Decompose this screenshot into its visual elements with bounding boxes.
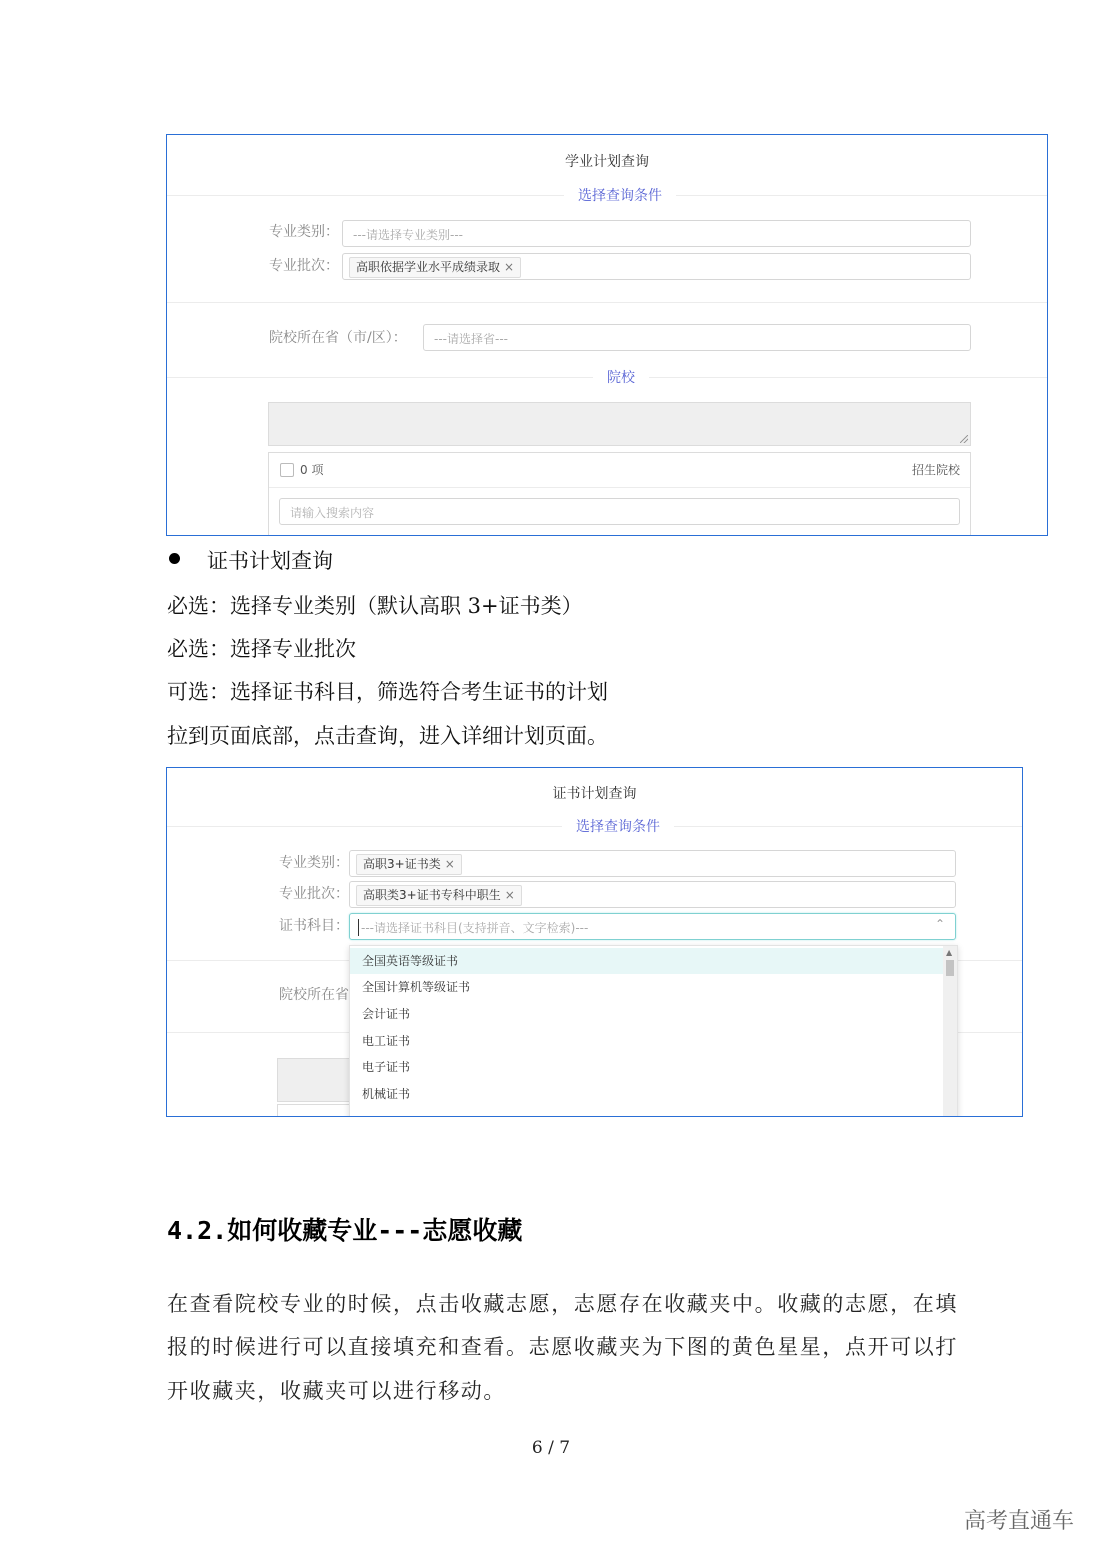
watermark: 高考直通车 <box>963 1509 1074 1534</box>
category-tag <box>356 854 462 875</box>
batch-tag <box>349 257 521 278</box>
category-placeholder: ---请选择专业类别--- <box>353 228 463 242</box>
divider <box>167 302 1047 303</box>
subject-option[interactable]: 电子证书 <box>362 1060 411 1074</box>
province-select[interactable] <box>423 324 971 351</box>
body-paragraph-line: 报的时候进行可以直接填充和查看。志愿收藏夹为下图的黄色星星，点开可以打 <box>167 1335 958 1359</box>
bullet-dot-icon <box>169 553 180 564</box>
school-search-input[interactable] <box>279 498 960 525</box>
conditions-legend: 选择查询条件 <box>562 816 674 836</box>
batch-select[interactable] <box>342 253 971 280</box>
conditions-legend: 选择查询条件 <box>564 185 676 205</box>
batch-select[interactable] <box>349 881 956 908</box>
certificate-plan-screenshot <box>166 767 1023 1117</box>
category-label: 专业类别： <box>279 855 349 871</box>
body-paragraph-line: 在查看院校专业的时候，点击收藏志愿，志愿存在收藏夹中。收藏的志愿，在填 <box>167 1292 958 1316</box>
subject-option[interactable]: 全国英语等级证书 <box>350 948 943 974</box>
batch-tag <box>356 885 522 906</box>
instruction-line: 可选：选择证书科目，筛选符合考生证书的计划 <box>167 680 608 704</box>
item-count: 0 项 <box>300 463 324 477</box>
instruction-line: 必选：选择专业类别（默认高职 3+证书类） <box>167 594 583 618</box>
batch-tag-text: 高职类3+证书专科中职生 <box>363 888 501 902</box>
chevron-up-icon[interactable]: ⌃ <box>934 917 945 931</box>
category-tag-text: 高职3+证书类 <box>363 857 441 871</box>
category-select[interactable] <box>349 850 956 877</box>
subject-option[interactable]: 电工证书 <box>362 1034 411 1048</box>
batch-label: 专业批次： <box>269 258 339 274</box>
school-textarea[interactable] <box>277 1058 357 1102</box>
subject-dropdown <box>349 945 958 1117</box>
category-select[interactable] <box>342 220 971 247</box>
province-placeholder: ---请选择省--- <box>434 332 508 346</box>
subject-option[interactable]: 机械证书 <box>362 1087 411 1101</box>
recruit-schools-title: 招生院校 <box>911 463 960 477</box>
subject-option[interactable]: 全国计算机等级证书 <box>362 980 471 994</box>
category-label: 专业类别： <box>269 224 339 240</box>
scroll-up-icon[interactable]: ▲ <box>946 948 953 957</box>
x-icon[interactable]: × <box>504 888 515 902</box>
batch-tag-text: 高职依据学业水平成绩录取 <box>356 260 501 274</box>
screenshot-title: 学业计划查询 <box>565 154 649 170</box>
school-legend: 院校 <box>593 367 649 387</box>
divider <box>269 487 970 488</box>
academic-plan-screenshot <box>166 134 1048 536</box>
instruction-line: 必选：选择专业批次 <box>167 637 356 661</box>
batch-label: 专业批次： <box>279 886 349 902</box>
dropdown-scrollbar[interactable] <box>943 946 957 1117</box>
school-transfer-panel <box>277 1104 357 1117</box>
subject-label: 证书科目： <box>279 918 349 934</box>
resize-grip-icon[interactable] <box>960 435 968 443</box>
page-number: 6 / 7 <box>531 1438 571 1458</box>
subject-option[interactable]: 会计证书 <box>362 1007 411 1021</box>
section-heading: 4.2.如何收藏专业---志愿收藏 <box>167 1216 523 1245</box>
body-paragraph-line: 开收藏夹，收藏夹可以进行移动。 <box>167 1379 506 1403</box>
search-placeholder: 请输入搜索内容 <box>290 506 375 520</box>
screenshot-title: 证书计划查询 <box>552 786 637 802</box>
x-icon[interactable]: × <box>444 857 455 871</box>
bullet-heading: 证书计划查询 <box>207 549 333 573</box>
scroll-thumb[interactable] <box>946 960 954 976</box>
subject-select[interactable] <box>349 913 956 940</box>
province-label: 院校所在省 <box>279 987 349 1003</box>
x-icon[interactable]: × <box>504 260 515 274</box>
subject-placeholder: ---请选择证书科目(支持拼音、文字检索)--- <box>358 919 588 936</box>
school-transfer-panel <box>268 452 971 536</box>
select-all-checkbox[interactable] <box>280 463 294 477</box>
province-label: 院校所在省（市/区）： <box>269 330 407 346</box>
school-textarea[interactable] <box>268 402 971 446</box>
instruction-line: 拉到页面底部，点击查询，进入详细计划页面。 <box>167 724 608 748</box>
